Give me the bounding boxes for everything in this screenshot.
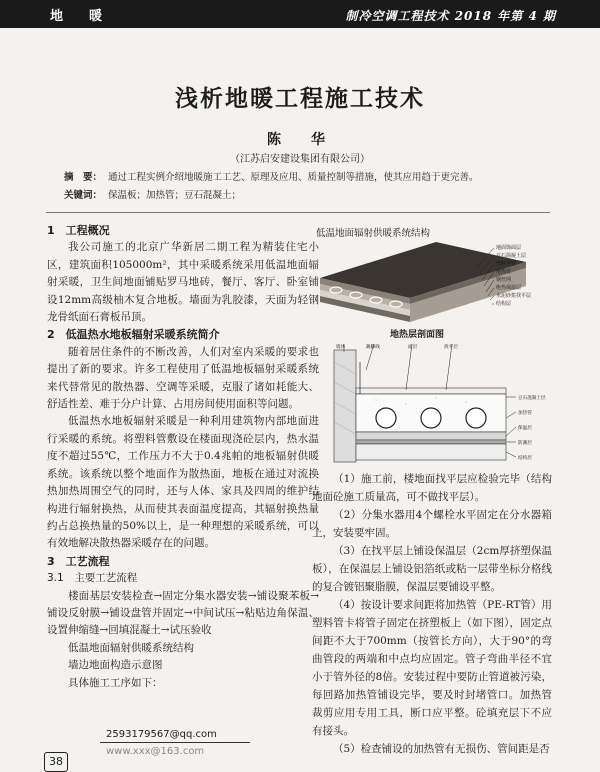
process-flow: 楼面基层安装检查→固定分集水器安装→铺设聚苯板→铺设反射膜→铺设盘管并固定→中间试压→粘贴边角保温、设置伸缩缝→回填混凝土→试压验收 bbox=[47, 589, 319, 637]
section-label: 踢脚线 bbox=[366, 345, 380, 350]
section-2-paragraph-2: 低温热水地板辐射采暖是一种利用建筑物内部地面进行采暖的系统。将塑料管敷设在楼面现浇砼层内，热水温度不超过55℃，工作压力不大于0.4兆帕的地板辐射供暖系统。该系统以整个地面作为散热面，地板在通过对流换热加热周围空气的同时，还与人体、家具及四周的维护结构进行辐射换热，从而使其表面温度提高，其辐射换热量约占总换热量的50%以上，是一种理想的采暖系统，可以有效地解决散热器采暖存在的问题。 bbox=[47, 415, 319, 550]
list-line-2: 墙边地面构造示意图 bbox=[68, 659, 163, 672]
divider bbox=[46, 212, 550, 213]
section-label: 结构层 bbox=[518, 456, 532, 461]
structure-layer bbox=[356, 444, 506, 460]
wall bbox=[334, 350, 356, 462]
layer-label: 豆石混凝土层 bbox=[496, 253, 527, 259]
layer-label: 地面饰面层 bbox=[496, 245, 522, 251]
step-1: （1）施工前，楼地面找平层应检验完毕（结构地面砼施工质量高，可不做找平层）。 bbox=[312, 473, 552, 503]
step-5: （5）检查铺设的加热管有无损伤、管间距是否 bbox=[333, 743, 550, 755]
journal-title: 制冷空调工程技术 2018 年第 4 期 bbox=[345, 9, 556, 23]
keywords-label: 关键词： bbox=[64, 190, 103, 201]
section-label: 防潮层 bbox=[518, 441, 532, 446]
abstract-text: 通过工程实例介绍地暖施工工艺、原理及应用、质量控制等措施，使其应用趋于更完善。 bbox=[108, 172, 479, 183]
section-label: 加热管 bbox=[518, 411, 532, 416]
section-1-paragraph: 我公司施工的北京广华新居二期工程为精装住宅小区，建筑面积105000m²，其中采暖系统采用低温地面辐射采暖，卫生间地面铺贴罗马地砖，餐厅、客厅、卧室铺设12mm高级柚木复合地板。墙面为乳胶漆，天面为轻钢龙骨纸面石膏板吊顶。 bbox=[47, 241, 319, 324]
list-line-3: 具体施工工序如下： bbox=[68, 676, 163, 689]
section-1-heading: 1 工程概况 bbox=[47, 224, 110, 237]
section-label: 找平层 bbox=[444, 345, 458, 350]
layer-label: 塑料卡钉 bbox=[496, 261, 517, 267]
right-column bbox=[312, 470, 552, 758]
page-number: 38 bbox=[44, 752, 68, 772]
section-label: 地 暖 bbox=[50, 9, 103, 24]
article-author: 陈 华 bbox=[267, 132, 333, 148]
footer-email-secondary: www.xxx@163.com bbox=[106, 746, 205, 757]
layer-label: 水泥砂浆找平层 bbox=[496, 293, 532, 299]
section-label: 墙体 bbox=[336, 345, 346, 350]
step-2: （2）分集水器用4个螺栓水平固定在分水器箱上，安装要牢固。 bbox=[312, 509, 552, 539]
section-3-1-heading: 3.1 主要工艺流程 bbox=[47, 572, 138, 585]
section-label: 保温层 bbox=[518, 426, 532, 431]
figure-caption-top: 低温地面辐射供暖系统结构 bbox=[316, 228, 431, 239]
floor-layers-figure bbox=[316, 238, 551, 324]
layer-label: 绝热保温层 bbox=[496, 285, 522, 291]
section-label: 面层 bbox=[408, 345, 418, 350]
keywords-text: 保温板；加热管；豆石混凝土； bbox=[108, 190, 242, 201]
layer-label: 结构层 bbox=[496, 301, 512, 307]
abstract-label: 摘 要： bbox=[64, 172, 103, 183]
footer-rule bbox=[100, 742, 250, 743]
section-3-heading: 3 工艺流程 bbox=[47, 554, 110, 568]
section-2-heading: 2 低温热水地板辐射采暖系统简介 bbox=[47, 328, 220, 342]
finish-layer bbox=[356, 388, 506, 394]
article-title: 浅析地暖工程施工技术 bbox=[175, 86, 425, 112]
layer-label: 钢丝网 bbox=[496, 277, 512, 283]
abstract bbox=[64, 170, 544, 204]
moisture-layer bbox=[356, 440, 506, 444]
footer-email: 2593179567@qq.com bbox=[106, 729, 217, 740]
figure-caption-mid: 地热层剖面图 bbox=[390, 330, 445, 340]
section-label: 豆石混凝土层 bbox=[518, 396, 546, 401]
step-4: （4）按设计要求间距将加热管（PE-RT管）用塑料管卡将管子固定在挤塑板上（如下图），固定点间距不大于700mm（按管长方向），大于90°的弯曲管段的两端和中点均应固定。管子弯曲半径不宜小于管外径的8倍。安装过程中要防止管道被污染，每回路加热管铺设完毕，要及时封堵管口。加热管裁剪应用专用工具，断口应平整。砼填充层下不应有接头。 bbox=[312, 599, 552, 737]
list-line-1: 低温地面辐射供暖系统结构 bbox=[68, 641, 194, 654]
layer-label: 地热管 bbox=[496, 269, 512, 275]
author-affiliation: （江苏启安建设集团有限公司） bbox=[230, 154, 370, 165]
insulation-layer bbox=[356, 432, 506, 440]
section-2-paragraph-1: 随着居住条件的不断改善，人们对室内采暖的要求也提出了新的要求。许多工程使用了低温地板辐射采暖系统来代替常见的散热器、空调等采暖，克服了诸如耗能大、舒适性差、难于分户计算、占用房间使用面积等问题。 bbox=[47, 345, 319, 411]
left-column bbox=[47, 222, 319, 692]
heating-pipes bbox=[376, 408, 486, 428]
wall-section-figure bbox=[316, 342, 551, 466]
step-3: （3）在找平层上铺设保温层（2cm厚挤塑保温板），在保温层上铺设铝箔纸或粘一层带坐标分格线的复合镀铝聚脂膜，保温层要铺设平整。 bbox=[312, 545, 552, 593]
